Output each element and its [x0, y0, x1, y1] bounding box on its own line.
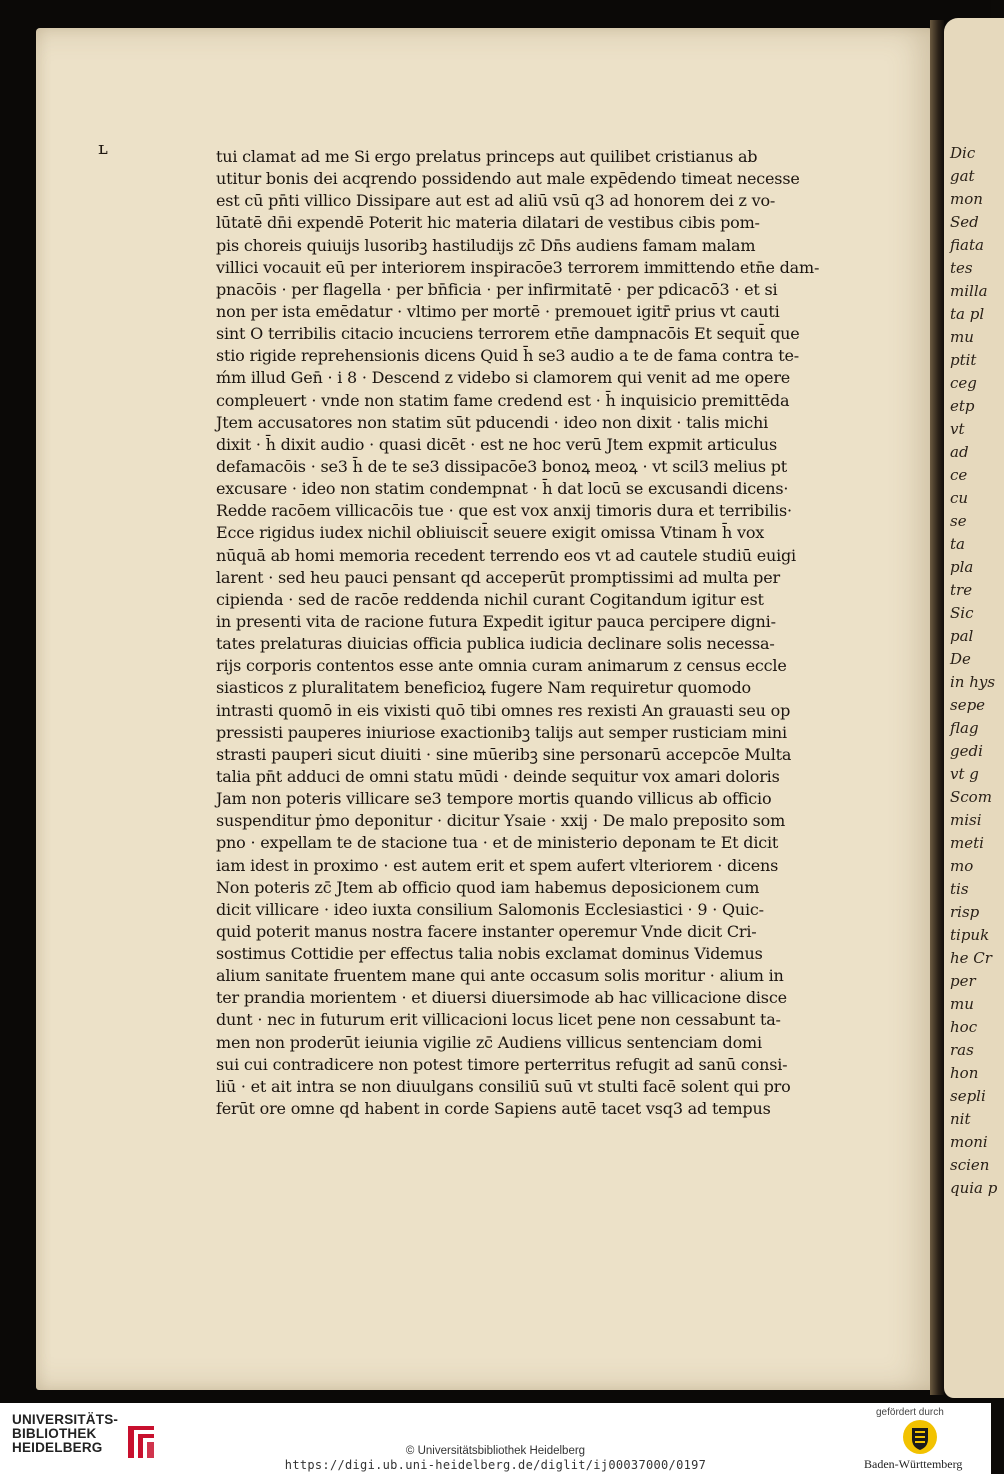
library-name-line: UNIVERSITÄTS- [12, 1412, 119, 1427]
manuscript-line: pis choreis quiuijs lusoribꝫ hastiludijs zc̄ Dn̄s audiens famam malam [216, 235, 756, 255]
manuscript-line: sui cui contradicere non potest timore perterritus refugit ad sanū consi- [216, 1054, 788, 1074]
adjacent-page-fragment: ras [950, 1041, 974, 1059]
manuscript-line: cipienda · sed de racōe reddenda nichil curant Cogitandum igitur est [216, 589, 764, 609]
library-name-line: HEIDELBERG [12, 1440, 103, 1455]
adjacent-page-fragment: moni [950, 1133, 988, 1151]
adjacent-page-fragment: vt [950, 420, 965, 438]
manuscript-line: Jam non poteris villicare se3 tempore mortis quando villicus ab officio [216, 789, 772, 809]
adjacent-page-fragment: se [950, 512, 967, 530]
adjacent-page-fragment: De [950, 650, 971, 668]
copyright-notice: © Universitätsbibliothek Heidelberg [405, 1445, 586, 1457]
adjacent-page-fragment: ce [950, 466, 968, 484]
adjacent-page [944, 18, 1004, 1398]
adjacent-page-fragment: ptit [950, 351, 977, 369]
adjacent-page-fragment: Sed [950, 213, 979, 231]
adjacent-page-fragment: tre [950, 581, 973, 599]
manuscript-line: pressisti pauperes iniuriose exactionibꝫ talijs aut semper rusticiam mini [216, 722, 787, 742]
manuscript-line: men non proderūt ieiunia vigilie zc̄ Audiens villicus sentenciam domi [216, 1032, 762, 1052]
adjacent-page-fragment: mu [950, 328, 974, 346]
adjacent-page-fragment: sepli [950, 1087, 986, 1105]
manuscript-line: stio rigide reprehensionis dicens Quid h̄ se3 audio a te de fama contra te- [216, 346, 799, 366]
manuscript-line: intrasti quomō in eis vixisti quō tibi omnes res rexisti An grauasti seu op [216, 700, 791, 720]
adjacent-page-fragment: gedi [950, 742, 983, 760]
manuscript-text-block [216, 146, 848, 1120]
manuscript-line: utitur bonis dei acqrendo possidendo aut male expēdendo timeat necesse [216, 169, 800, 189]
manuscript-line: ḿm illud Gen̄ · i 8 · Descend z videbo si clamorem qui venit ad me opere [216, 368, 791, 388]
manuscript-line: pno · expellam te de stacione tua · et de ministerio deponam te Et dicit [216, 833, 779, 853]
manuscript-line: tates prelaturas diuicias officia publica iudicia declinare solis necessa- [216, 634, 775, 654]
adjacent-page-fragment: he Cr [950, 949, 992, 967]
manuscript-line: tui clamat ad me Si ergo prelatus princeps aut quilibet cristianus ab [216, 147, 758, 166]
adjacent-page-fragment: ceg [950, 374, 977, 392]
adjacent-page-fragment: gat [950, 167, 975, 185]
adjacent-page-fragment: ta [950, 535, 965, 553]
adjacent-page-fragment: cu [950, 489, 969, 507]
adjacent-page-fragment: tis [950, 880, 969, 898]
manuscript-line: in presenti vita de racione futura Expedit igitur pauca percipere digni- [216, 611, 776, 631]
adjacent-page-fragment: tipuk [950, 926, 990, 944]
manuscript-line: excusare · ideo non statim condempnat · h̄ dat locū se excusandi dicens· [216, 479, 789, 499]
adjacent-page-fragment: in hys [950, 673, 996, 691]
adjacent-page-fragment: hon [950, 1064, 979, 1082]
manuscript-line: siasticos z pluralitatem beneficioꝝ fugere Nam requiretur quomodo [216, 678, 751, 698]
manuscript-line: Ecce rigidus iudex nichil obliuiscit̄ seuere exigit omissa Vtinam h̄ vox [216, 523, 765, 543]
page-url[interactable]: https://digi.ub.uni-heidelberg.de/diglit/ij00037000/0197 [284, 1458, 707, 1472]
manuscript-line: ferūt ore omne qd habent in corde Sapiens autē tacet vsq3 ad tempus [216, 1099, 771, 1119]
manuscript-line: larent · sed heu pauci pensant qd acceperūt promptissimi ad multa per [216, 567, 780, 587]
manuscript-line: compleuert · vnde non statim fame credend est · h̄ inquisicio premittēda [216, 390, 790, 410]
adjacent-page-fragment: pal [950, 627, 974, 645]
manuscript-line: villici vocauit eū per interiorem inspiracōe3 terrorem immittendo etn̄e dam- [216, 257, 820, 277]
adjacent-page-fragment: tes [950, 259, 973, 277]
manuscript-line: iam idest in proximo · est autem erit et spem aufert vlteriorem · dicens [216, 855, 779, 875]
adjacent-page-fragment: vt g [950, 765, 979, 783]
adjacent-page-fragment: Dic [950, 144, 976, 162]
manuscript-line: dicit villicare · ideo iuxta consilium Salomonis Ecclesiastici · 9 · Quic- [216, 899, 764, 919]
adjacent-page-fragment: etp [950, 397, 975, 415]
manuscript-line: dunt · nec in futurum erit villicacioni locus licet pene non cessabunt ta- [216, 1010, 781, 1030]
manuscript-line: est cū pn̄ti villico Dissipare aut est ad aliū vsū q3 ad honorem dei z vo- [216, 191, 776, 211]
manuscript-line: Redde racōem villicacōis tue · que est vox anxij timoris dura et terribilis· [216, 501, 792, 521]
manuscript-line: liū · et ait intra se non diuulgans consiliū suū vt stulti facē solent qui pro [216, 1076, 791, 1096]
adjacent-page-fragment: fiata [950, 236, 984, 254]
adjacent-page-fragment: ad [950, 443, 969, 461]
adjacent-page-fragments [944, 142, 1004, 1200]
manuscript-line: lūtatē dn̄i expendē Poterit hic materia dilatari de vestibus cibis pom- [216, 213, 760, 233]
manuscript-line: alium sanitate fruentem mane qui ante occasum solis moritur · alium in [216, 966, 784, 986]
adjacent-page-fragment: mu [950, 995, 974, 1013]
manuscript-line: sostimus Cottidie per effectus talia nobis exclamat dominus Videmus [216, 944, 763, 964]
manuscript-line: talia pn̄t adduci de omni statu mūdi · deinde sequitur vox amari doloris [216, 766, 780, 786]
adjacent-page-fragment: per [950, 972, 976, 990]
manuscript-line: sint O terribilis citacio incuciens terrorem etn̄e dampnacōis Et sequit̄ que [216, 324, 800, 344]
adjacent-page-fragment: milla [950, 282, 988, 300]
adjacent-page-fragment: flag [950, 719, 979, 737]
sponsor-name: Baden-Württemberg [864, 1457, 963, 1471]
manuscript-line: rijs corporis contentos esse ante omnia curam animarum z census eccle [216, 656, 787, 676]
manuscript-line: defamacōis · se3 h̄ de te se3 dissipacōe3 bonoꝝ meoꝝ · vt scil3 melius pt [216, 456, 788, 476]
margin-mark: ʟ [98, 138, 108, 159]
manuscript-line: ter prandia morientem · et diuersi diuersimode ab hac villicacione disce [216, 988, 787, 1008]
state-coat-of-arms-icon [902, 1419, 938, 1455]
manuscript-line: suspenditur ṗmo deponitur · dicitur Ysaie · xxij · De malo preposito som [216, 811, 786, 831]
adjacent-page-fragment: meti [950, 834, 984, 852]
library-name-line: BIBLIOTHEK [12, 1426, 97, 1441]
adjacent-page-fragment: sepe [950, 696, 986, 714]
manuscript-line: Jtem accusatores non statim sūt pducendi · ideo non dixit · talis michi [216, 412, 769, 432]
manuscript-line: Non poteris zc̄ Jtem ab officio quod iam habemus deposicionem cum [216, 877, 760, 897]
adjacent-page-fragment: misi [950, 811, 982, 829]
adjacent-page-fragment: Scom [950, 788, 992, 806]
adjacent-page-fragment: scien [950, 1156, 990, 1174]
adjacent-page-fragment: mo [950, 857, 974, 875]
manuscript-line: dixit · h̄ dixit audio · quasi dicēt · est ne hoc verū Jtem expmit articulus [216, 434, 777, 454]
adjacent-page-fragment: nit [950, 1110, 971, 1128]
adjacent-page-fragment: hoc [950, 1018, 978, 1036]
adjacent-page-fragment: ta pl [950, 305, 985, 323]
manuscript-line: strasti pauperi sicut diuiti · sine mūeribꝫ sine personarū accepcōe Multa [216, 744, 792, 764]
adjacent-page-fragment: pla [950, 558, 974, 576]
viewer-footer [0, 1403, 991, 1474]
adjacent-page-fragment: risp [950, 903, 980, 921]
manuscript-line: nūquā ab homi memoria recedent terrendo eos vt ad cautele studiū euigi [216, 545, 796, 565]
adjacent-page-fragment: quia p [950, 1179, 998, 1197]
sponsor-label: gefördert durch [876, 1407, 944, 1418]
adjacent-page-fragment: mon [950, 190, 983, 208]
manuscript-line: quid poterit manus nostra facere instanter operemur Vnde dicit Cri- [216, 921, 757, 941]
manuscript-line: pnacōis · per flagella · per bn̄ficia · per infirmitatē · per pdicacō3 · et si [216, 279, 778, 299]
book-gutter [930, 20, 944, 1395]
manuscript-line: non per ista emēdatur · vltimo per mortē · premouet igitr̄ prius vt cauti [216, 301, 780, 321]
adjacent-page-fragment: Sic [950, 604, 974, 622]
